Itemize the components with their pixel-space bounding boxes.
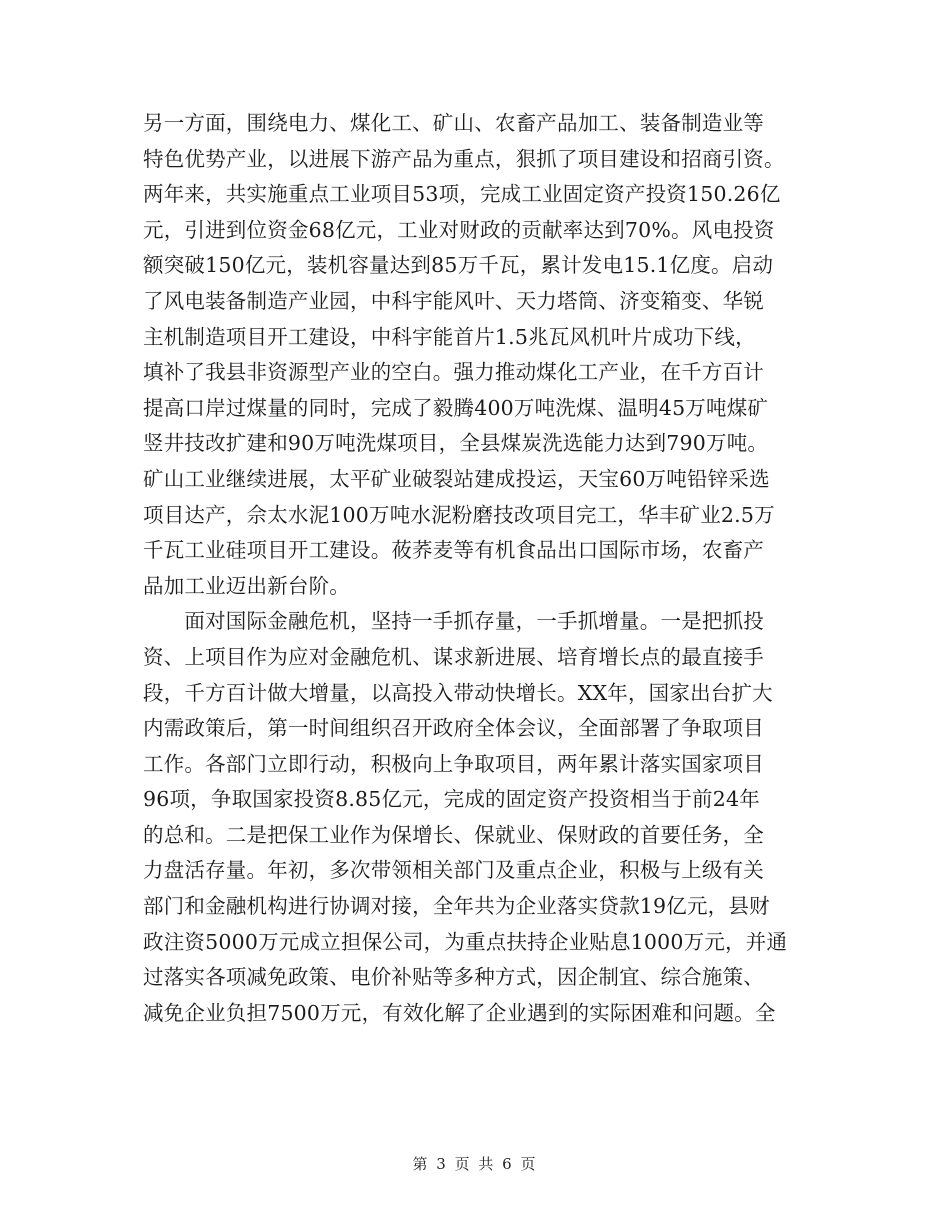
text-line: 力盘活存量。年初，多次带领相关部门及重点企业，积极与上级有关 (143, 858, 764, 883)
text-line: 主机制造项目开工建设，中科宇能首片1.5兆瓦风机叶片成功下线， (143, 324, 756, 349)
text-line: 千瓦工业硅项目开工建设。莜荞麦等有机食品出口国际市场，农畜产 (143, 538, 764, 563)
text-line: 资、上项目作为应对金融危机、谋求新进展、培育增长点的最直接手 (143, 644, 764, 669)
text-line: 特色优势产业，以进展下游产品为重点，狠抓了项目建设和招商引资。 (143, 146, 785, 171)
text-line: 内需政策后，第一时间组织召开政府全体会议，全面部署了争取项目 (143, 716, 764, 741)
text-line: 额突破150亿元，装机容量达到85万千瓦，累计发电15.1亿度。启动 (143, 253, 774, 278)
text-line: 部门和金融机构进行协调对接，全年共为企业落实贷款19亿元，县财 (143, 894, 770, 919)
text-line: 矿山工业继续进展，太平矿业破裂站建成投运，天宝60万吨铅锌采选 (143, 466, 770, 491)
body-text (143, 106, 813, 1031)
text-line: 减免企业负担7500万元，有效化解了企业遇到的实际困难和问题。全 (143, 1000, 776, 1025)
text-line: 提高口岸过煤量的同时，完成了毅腾400万吨洗煤、温明45万吨煤矿 (143, 395, 769, 420)
text-line: 过落实各项减免政策、电价补贴等多种方式，因企制宜、综合施策、 (143, 965, 764, 990)
text-line: 面对国际金融危机，坚持一手抓存量，一手抓增量。一是把抓投 (143, 609, 764, 634)
text-line: 工作。各部门立即行动，积极向上争取项目，两年累计落实国家项目 (143, 751, 764, 776)
text-line: 两年来，共实施重点工业项目53项，完成工业固定资产投资150.26亿 (143, 182, 781, 207)
text-line: 品加工业迈出新台阶。 (143, 573, 350, 598)
text-line: 96项，争取国家投资8.85亿元，完成的固定资产投资相当于前24年 (143, 787, 760, 812)
text-line: 段，千方百计做大增量，以高投入带动快增长。XX年，国家出台扩大 (143, 680, 773, 705)
page-number-footer: 第 3 页 共 6 页 (412, 1155, 538, 1173)
text-line: 填补了我县非资源型产业的空白。强力推动煤化工产业，在千方百计 (143, 360, 764, 385)
text-line: 了风电装备制造产业园，中科宇能风叶、天力塔筒、济变箱变、华锐 (143, 288, 764, 313)
text-line: 元，引进到位资金68亿元，工业对财政的贡献率达到70%。风电投资 (143, 217, 775, 242)
text-line: 政注资5000万元成立担保公司，为重点扶持企业贴息1000万元，并通 (143, 929, 788, 954)
text-line: 的总和。二是把保工业作为保增长、保就业、保财政的首要任务，全 (143, 822, 764, 847)
text-line: 项目达产，佘太水泥100万吨水泥粉磨技改项目完工，华丰矿业2.5万 (143, 502, 775, 527)
text-line: 竖井技改扩建和90万吨洗煤项目，全县煤炭洗选能力达到790万吨。 (143, 431, 769, 456)
text-line: 另一方面，围绕电力、煤化工、矿山、农畜产品加工、装备制造业等 (143, 111, 764, 135)
